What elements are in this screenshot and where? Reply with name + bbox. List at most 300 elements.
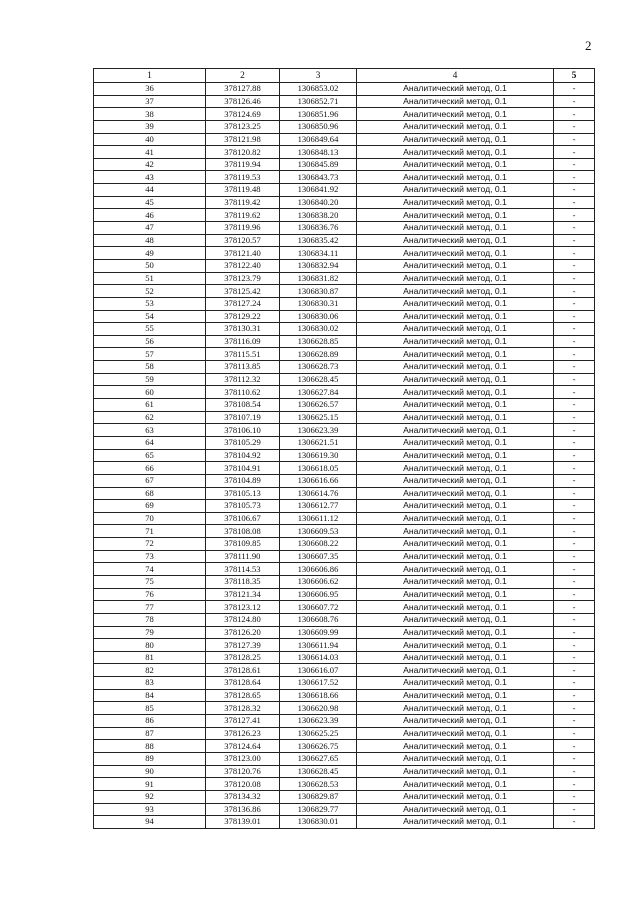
x-coordinate-cell: 378128.61 bbox=[206, 664, 280, 677]
x-coordinate-cell: 378128.65 bbox=[206, 689, 280, 702]
header-col-2: 2 bbox=[206, 69, 280, 83]
y-coordinate-cell: 1306609.99 bbox=[280, 626, 357, 639]
y-coordinate-cell: 1306611.12 bbox=[280, 512, 357, 525]
point-number-cell: 77 bbox=[94, 601, 206, 614]
note-cell: - bbox=[554, 790, 595, 803]
method-cell: Аналитический метод, 0.1 bbox=[357, 95, 554, 108]
point-number-cell: 58 bbox=[94, 361, 206, 374]
note-cell: - bbox=[554, 386, 595, 399]
x-coordinate-cell: 378108.08 bbox=[206, 525, 280, 538]
point-number-cell: 41 bbox=[94, 146, 206, 159]
method-cell: Аналитический метод, 0.1 bbox=[357, 626, 554, 639]
table-row bbox=[94, 386, 595, 399]
table-row bbox=[94, 727, 595, 740]
method-cell: Аналитический метод, 0.1 bbox=[357, 259, 554, 272]
x-coordinate-cell: 378119.94 bbox=[206, 158, 280, 171]
method-cell: Аналитический метод, 0.1 bbox=[357, 108, 554, 121]
y-coordinate-cell: 1306625.25 bbox=[280, 727, 357, 740]
y-coordinate-cell: 1306627.65 bbox=[280, 752, 357, 765]
note-cell: - bbox=[554, 120, 595, 133]
method-cell: Аналитический метод, 0.1 bbox=[357, 83, 554, 96]
table-row bbox=[94, 95, 595, 108]
table-row bbox=[94, 588, 595, 601]
y-coordinate-cell: 1306829.87 bbox=[280, 790, 357, 803]
note-cell: - bbox=[554, 272, 595, 285]
point-number-cell: 69 bbox=[94, 500, 206, 513]
table-row bbox=[94, 563, 595, 576]
point-number-cell: 61 bbox=[94, 399, 206, 412]
point-number-cell: 92 bbox=[94, 790, 206, 803]
table-row bbox=[94, 740, 595, 753]
table-row bbox=[94, 525, 595, 538]
method-cell: Аналитический метод, 0.1 bbox=[357, 120, 554, 133]
note-cell: - bbox=[554, 487, 595, 500]
method-cell: Аналитический метод, 0.1 bbox=[357, 436, 554, 449]
method-cell: Аналитический метод, 0.1 bbox=[357, 740, 554, 753]
x-coordinate-cell: 378114.53 bbox=[206, 563, 280, 576]
table-row bbox=[94, 184, 595, 197]
x-coordinate-cell: 378123.25 bbox=[206, 120, 280, 133]
method-cell: Аналитический метод, 0.1 bbox=[357, 575, 554, 588]
point-number-cell: 42 bbox=[94, 158, 206, 171]
note-cell: - bbox=[554, 184, 595, 197]
table-row bbox=[94, 575, 595, 588]
y-coordinate-cell: 1306830.01 bbox=[280, 816, 357, 829]
note-cell: - bbox=[554, 449, 595, 462]
x-coordinate-cell: 378127.39 bbox=[206, 639, 280, 652]
table-row bbox=[94, 613, 595, 626]
method-cell: Аналитический метод, 0.1 bbox=[357, 790, 554, 803]
table-row bbox=[94, 816, 595, 829]
y-coordinate-cell: 1306626.57 bbox=[280, 399, 357, 412]
table-row bbox=[94, 348, 595, 361]
x-coordinate-cell: 378119.53 bbox=[206, 171, 280, 184]
point-number-cell: 66 bbox=[94, 462, 206, 475]
table-row bbox=[94, 449, 595, 462]
note-cell: - bbox=[554, 361, 595, 374]
x-coordinate-cell: 378120.08 bbox=[206, 778, 280, 791]
note-cell: - bbox=[554, 209, 595, 222]
x-coordinate-cell: 378115.51 bbox=[206, 348, 280, 361]
table-row bbox=[94, 702, 595, 715]
x-coordinate-cell: 378139.01 bbox=[206, 816, 280, 829]
point-number-cell: 88 bbox=[94, 740, 206, 753]
y-coordinate-cell: 1306614.76 bbox=[280, 487, 357, 500]
table-row bbox=[94, 487, 595, 500]
note-cell: - bbox=[554, 575, 595, 588]
point-number-cell: 67 bbox=[94, 474, 206, 487]
method-cell: Аналитический метод, 0.1 bbox=[357, 613, 554, 626]
header-col-5: 5 bbox=[554, 69, 595, 83]
table-row bbox=[94, 512, 595, 525]
table-row bbox=[94, 297, 595, 310]
x-coordinate-cell: 378109.85 bbox=[206, 538, 280, 551]
method-cell: Аналитический метод, 0.1 bbox=[357, 399, 554, 412]
method-cell: Аналитический метод, 0.1 bbox=[357, 247, 554, 260]
method-cell: Аналитический метод, 0.1 bbox=[357, 424, 554, 437]
note-cell: - bbox=[554, 677, 595, 690]
method-cell: Аналитический метод, 0.1 bbox=[357, 411, 554, 424]
coordinates-table bbox=[93, 68, 595, 829]
x-coordinate-cell: 378123.79 bbox=[206, 272, 280, 285]
y-coordinate-cell: 1306608.76 bbox=[280, 613, 357, 626]
method-cell: Аналитический метод, 0.1 bbox=[357, 651, 554, 664]
table-row bbox=[94, 83, 595, 96]
y-coordinate-cell: 1306628.89 bbox=[280, 348, 357, 361]
x-coordinate-cell: 378127.24 bbox=[206, 297, 280, 310]
point-number-cell: 47 bbox=[94, 222, 206, 235]
y-coordinate-cell: 1306625.15 bbox=[280, 411, 357, 424]
method-cell: Аналитический метод, 0.1 bbox=[357, 373, 554, 386]
method-cell: Аналитический метод, 0.1 bbox=[357, 323, 554, 336]
table-row bbox=[94, 550, 595, 563]
point-number-cell: 82 bbox=[94, 664, 206, 677]
point-number-cell: 80 bbox=[94, 639, 206, 652]
note-cell: - bbox=[554, 626, 595, 639]
method-cell: Аналитический метод, 0.1 bbox=[357, 234, 554, 247]
point-number-cell: 71 bbox=[94, 525, 206, 538]
header-row bbox=[94, 69, 595, 83]
y-coordinate-cell: 1306845.89 bbox=[280, 158, 357, 171]
y-coordinate-cell: 1306848.13 bbox=[280, 146, 357, 159]
table-row bbox=[94, 146, 595, 159]
x-coordinate-cell: 378124.64 bbox=[206, 740, 280, 753]
y-coordinate-cell: 1306617.52 bbox=[280, 677, 357, 690]
method-cell: Аналитический метод, 0.1 bbox=[357, 752, 554, 765]
point-number-cell: 59 bbox=[94, 373, 206, 386]
note-cell: - bbox=[554, 689, 595, 702]
y-coordinate-cell: 1306606.95 bbox=[280, 588, 357, 601]
table-row bbox=[94, 462, 595, 475]
page-number: 2 bbox=[585, 38, 592, 53]
x-coordinate-cell: 378128.25 bbox=[206, 651, 280, 664]
table-body bbox=[94, 83, 595, 829]
method-cell: Аналитический метод, 0.1 bbox=[357, 500, 554, 513]
table-row bbox=[94, 234, 595, 247]
table-row bbox=[94, 500, 595, 513]
y-coordinate-cell: 1306849.64 bbox=[280, 133, 357, 146]
point-number-cell: 63 bbox=[94, 424, 206, 437]
point-number-cell: 84 bbox=[94, 689, 206, 702]
y-coordinate-cell: 1306626.75 bbox=[280, 740, 357, 753]
x-coordinate-cell: 378119.96 bbox=[206, 222, 280, 235]
note-cell: - bbox=[554, 259, 595, 272]
table-row bbox=[94, 664, 595, 677]
table-row bbox=[94, 373, 595, 386]
y-coordinate-cell: 1306606.86 bbox=[280, 563, 357, 576]
x-coordinate-cell: 378128.64 bbox=[206, 677, 280, 690]
x-coordinate-cell: 378119.62 bbox=[206, 209, 280, 222]
method-cell: Аналитический метод, 0.1 bbox=[357, 689, 554, 702]
table-row bbox=[94, 222, 595, 235]
note-cell: - bbox=[554, 639, 595, 652]
x-coordinate-cell: 378122.40 bbox=[206, 259, 280, 272]
table-row bbox=[94, 752, 595, 765]
point-number-cell: 74 bbox=[94, 563, 206, 576]
x-coordinate-cell: 378130.31 bbox=[206, 323, 280, 336]
point-number-cell: 79 bbox=[94, 626, 206, 639]
y-coordinate-cell: 1306614.03 bbox=[280, 651, 357, 664]
method-cell: Аналитический метод, 0.1 bbox=[357, 727, 554, 740]
method-cell: Аналитический метод, 0.1 bbox=[357, 449, 554, 462]
y-coordinate-cell: 1306829.77 bbox=[280, 803, 357, 816]
method-cell: Аналитический метод, 0.1 bbox=[357, 778, 554, 791]
method-cell: Аналитический метод, 0.1 bbox=[357, 601, 554, 614]
y-coordinate-cell: 1306843.73 bbox=[280, 171, 357, 184]
x-coordinate-cell: 378120.82 bbox=[206, 146, 280, 159]
method-cell: Аналитический метод, 0.1 bbox=[357, 146, 554, 159]
method-cell: Аналитический метод, 0.1 bbox=[357, 765, 554, 778]
point-number-cell: 85 bbox=[94, 702, 206, 715]
table-row bbox=[94, 639, 595, 652]
y-coordinate-cell: 1306841.92 bbox=[280, 184, 357, 197]
method-cell: Аналитический метод, 0.1 bbox=[357, 525, 554, 538]
note-cell: - bbox=[554, 95, 595, 108]
note-cell: - bbox=[554, 108, 595, 121]
table-row bbox=[94, 335, 595, 348]
header-col-1: 1 bbox=[94, 69, 206, 83]
x-coordinate-cell: 378105.13 bbox=[206, 487, 280, 500]
y-coordinate-cell: 1306830.06 bbox=[280, 310, 357, 323]
method-cell: Аналитический метод, 0.1 bbox=[357, 348, 554, 361]
point-number-cell: 62 bbox=[94, 411, 206, 424]
y-coordinate-cell: 1306607.35 bbox=[280, 550, 357, 563]
x-coordinate-cell: 378112.32 bbox=[206, 373, 280, 386]
point-number-cell: 39 bbox=[94, 120, 206, 133]
note-cell: - bbox=[554, 778, 595, 791]
point-number-cell: 70 bbox=[94, 512, 206, 525]
method-cell: Аналитический метод, 0.1 bbox=[357, 803, 554, 816]
method-cell: Аналитический метод, 0.1 bbox=[357, 209, 554, 222]
note-cell: - bbox=[554, 752, 595, 765]
point-number-cell: 50 bbox=[94, 259, 206, 272]
point-number-cell: 65 bbox=[94, 449, 206, 462]
x-coordinate-cell: 378113.85 bbox=[206, 361, 280, 374]
table-row bbox=[94, 399, 595, 412]
y-coordinate-cell: 1306628.53 bbox=[280, 778, 357, 791]
table-row bbox=[94, 790, 595, 803]
note-cell: - bbox=[554, 512, 595, 525]
note-cell: - bbox=[554, 436, 595, 449]
method-cell: Аналитический метод, 0.1 bbox=[357, 361, 554, 374]
y-coordinate-cell: 1306840.20 bbox=[280, 196, 357, 209]
y-coordinate-cell: 1306607.72 bbox=[280, 601, 357, 614]
y-coordinate-cell: 1306619.30 bbox=[280, 449, 357, 462]
y-coordinate-cell: 1306850.96 bbox=[280, 120, 357, 133]
table-row bbox=[94, 310, 595, 323]
note-cell: - bbox=[554, 222, 595, 235]
note-cell: - bbox=[554, 740, 595, 753]
point-number-cell: 43 bbox=[94, 171, 206, 184]
method-cell: Аналитический метод, 0.1 bbox=[357, 158, 554, 171]
method-cell: Аналитический метод, 0.1 bbox=[357, 639, 554, 652]
x-coordinate-cell: 378120.76 bbox=[206, 765, 280, 778]
method-cell: Аналитический метод, 0.1 bbox=[357, 550, 554, 563]
method-cell: Аналитический метод, 0.1 bbox=[357, 285, 554, 298]
table-row bbox=[94, 778, 595, 791]
point-number-cell: 36 bbox=[94, 83, 206, 96]
method-cell: Аналитический метод, 0.1 bbox=[357, 664, 554, 677]
note-cell: - bbox=[554, 323, 595, 336]
point-number-cell: 68 bbox=[94, 487, 206, 500]
x-coordinate-cell: 378121.34 bbox=[206, 588, 280, 601]
table-row bbox=[94, 272, 595, 285]
method-cell: Аналитический метод, 0.1 bbox=[357, 588, 554, 601]
method-cell: Аналитический метод, 0.1 bbox=[357, 512, 554, 525]
y-coordinate-cell: 1306835.42 bbox=[280, 234, 357, 247]
table-row bbox=[94, 133, 595, 146]
method-cell: Аналитический метод, 0.1 bbox=[357, 538, 554, 551]
y-coordinate-cell: 1306836.76 bbox=[280, 222, 357, 235]
x-coordinate-cell: 378123.00 bbox=[206, 752, 280, 765]
y-coordinate-cell: 1306609.53 bbox=[280, 525, 357, 538]
method-cell: Аналитический метод, 0.1 bbox=[357, 297, 554, 310]
y-coordinate-cell: 1306628.85 bbox=[280, 335, 357, 348]
x-coordinate-cell: 378105.73 bbox=[206, 500, 280, 513]
note-cell: - bbox=[554, 348, 595, 361]
x-coordinate-cell: 378134.32 bbox=[206, 790, 280, 803]
y-coordinate-cell: 1306618.05 bbox=[280, 462, 357, 475]
table-row bbox=[94, 651, 595, 664]
point-number-cell: 91 bbox=[94, 778, 206, 791]
table-row bbox=[94, 361, 595, 374]
point-number-cell: 64 bbox=[94, 436, 206, 449]
y-coordinate-cell: 1306832.94 bbox=[280, 259, 357, 272]
table-row bbox=[94, 538, 595, 551]
point-number-cell: 46 bbox=[94, 209, 206, 222]
x-coordinate-cell: 378124.80 bbox=[206, 613, 280, 626]
y-coordinate-cell: 1306623.39 bbox=[280, 424, 357, 437]
method-cell: Аналитический метод, 0.1 bbox=[357, 335, 554, 348]
point-number-cell: 40 bbox=[94, 133, 206, 146]
y-coordinate-cell: 1306830.31 bbox=[280, 297, 357, 310]
table-row bbox=[94, 120, 595, 133]
table-row bbox=[94, 601, 595, 614]
point-number-cell: 86 bbox=[94, 715, 206, 728]
y-coordinate-cell: 1306616.07 bbox=[280, 664, 357, 677]
note-cell: - bbox=[554, 399, 595, 412]
x-coordinate-cell: 378106.10 bbox=[206, 424, 280, 437]
y-coordinate-cell: 1306834.11 bbox=[280, 247, 357, 260]
note-cell: - bbox=[554, 500, 595, 513]
x-coordinate-cell: 378104.92 bbox=[206, 449, 280, 462]
note-cell: - bbox=[554, 474, 595, 487]
method-cell: Аналитический метод, 0.1 bbox=[357, 487, 554, 500]
note-cell: - bbox=[554, 525, 595, 538]
x-coordinate-cell: 378125.42 bbox=[206, 285, 280, 298]
point-number-cell: 83 bbox=[94, 677, 206, 690]
x-coordinate-cell: 378124.69 bbox=[206, 108, 280, 121]
x-coordinate-cell: 378126.23 bbox=[206, 727, 280, 740]
table-header bbox=[94, 69, 595, 83]
method-cell: Аналитический метод, 0.1 bbox=[357, 222, 554, 235]
point-number-cell: 51 bbox=[94, 272, 206, 285]
x-coordinate-cell: 378116.09 bbox=[206, 335, 280, 348]
note-cell: - bbox=[554, 411, 595, 424]
note-cell: - bbox=[554, 702, 595, 715]
note-cell: - bbox=[554, 310, 595, 323]
x-coordinate-cell: 378123.12 bbox=[206, 601, 280, 614]
note-cell: - bbox=[554, 601, 595, 614]
y-coordinate-cell: 1306831.82 bbox=[280, 272, 357, 285]
point-number-cell: 75 bbox=[94, 575, 206, 588]
note-cell: - bbox=[554, 424, 595, 437]
y-coordinate-cell: 1306853.02 bbox=[280, 83, 357, 96]
point-number-cell: 37 bbox=[94, 95, 206, 108]
x-coordinate-cell: 378136.86 bbox=[206, 803, 280, 816]
x-coordinate-cell: 378119.48 bbox=[206, 184, 280, 197]
y-coordinate-cell: 1306623.39 bbox=[280, 715, 357, 728]
y-coordinate-cell: 1306618.66 bbox=[280, 689, 357, 702]
x-coordinate-cell: 378129.22 bbox=[206, 310, 280, 323]
point-number-cell: 90 bbox=[94, 765, 206, 778]
note-cell: - bbox=[554, 613, 595, 626]
point-number-cell: 87 bbox=[94, 727, 206, 740]
x-coordinate-cell: 378108.54 bbox=[206, 399, 280, 412]
note-cell: - bbox=[554, 158, 595, 171]
method-cell: Аналитический метод, 0.1 bbox=[357, 677, 554, 690]
x-coordinate-cell: 378104.91 bbox=[206, 462, 280, 475]
note-cell: - bbox=[554, 146, 595, 159]
method-cell: Аналитический метод, 0.1 bbox=[357, 702, 554, 715]
table-row bbox=[94, 424, 595, 437]
method-cell: Аналитический метод, 0.1 bbox=[357, 184, 554, 197]
note-cell: - bbox=[554, 234, 595, 247]
table-row bbox=[94, 803, 595, 816]
point-number-cell: 53 bbox=[94, 297, 206, 310]
y-coordinate-cell: 1306616.66 bbox=[280, 474, 357, 487]
table-row bbox=[94, 247, 595, 260]
y-coordinate-cell: 1306621.51 bbox=[280, 436, 357, 449]
x-coordinate-cell: 378120.57 bbox=[206, 234, 280, 247]
point-number-cell: 55 bbox=[94, 323, 206, 336]
point-number-cell: 81 bbox=[94, 651, 206, 664]
note-cell: - bbox=[554, 727, 595, 740]
x-coordinate-cell: 378121.98 bbox=[206, 133, 280, 146]
x-coordinate-cell: 378126.20 bbox=[206, 626, 280, 639]
table-row bbox=[94, 171, 595, 184]
table-row bbox=[94, 715, 595, 728]
y-coordinate-cell: 1306620.98 bbox=[280, 702, 357, 715]
note-cell: - bbox=[554, 83, 595, 96]
note-cell: - bbox=[554, 803, 595, 816]
point-number-cell: 73 bbox=[94, 550, 206, 563]
note-cell: - bbox=[554, 335, 595, 348]
y-coordinate-cell: 1306606.62 bbox=[280, 575, 357, 588]
method-cell: Аналитический метод, 0.1 bbox=[357, 133, 554, 146]
x-coordinate-cell: 378126.46 bbox=[206, 95, 280, 108]
x-coordinate-cell: 378127.41 bbox=[206, 715, 280, 728]
note-cell: - bbox=[554, 765, 595, 778]
note-cell: - bbox=[554, 715, 595, 728]
method-cell: Аналитический метод, 0.1 bbox=[357, 171, 554, 184]
x-coordinate-cell: 378119.42 bbox=[206, 196, 280, 209]
point-number-cell: 60 bbox=[94, 386, 206, 399]
point-number-cell: 93 bbox=[94, 803, 206, 816]
method-cell: Аналитический метод, 0.1 bbox=[357, 715, 554, 728]
y-coordinate-cell: 1306838.20 bbox=[280, 209, 357, 222]
method-cell: Аналитический метод, 0.1 bbox=[357, 563, 554, 576]
table-row bbox=[94, 765, 595, 778]
y-coordinate-cell: 1306627.84 bbox=[280, 386, 357, 399]
note-cell: - bbox=[554, 196, 595, 209]
x-coordinate-cell: 378128.32 bbox=[206, 702, 280, 715]
y-coordinate-cell: 1306611.94 bbox=[280, 639, 357, 652]
y-coordinate-cell: 1306608.22 bbox=[280, 538, 357, 551]
table-row bbox=[94, 158, 595, 171]
point-number-cell: 76 bbox=[94, 588, 206, 601]
note-cell: - bbox=[554, 651, 595, 664]
